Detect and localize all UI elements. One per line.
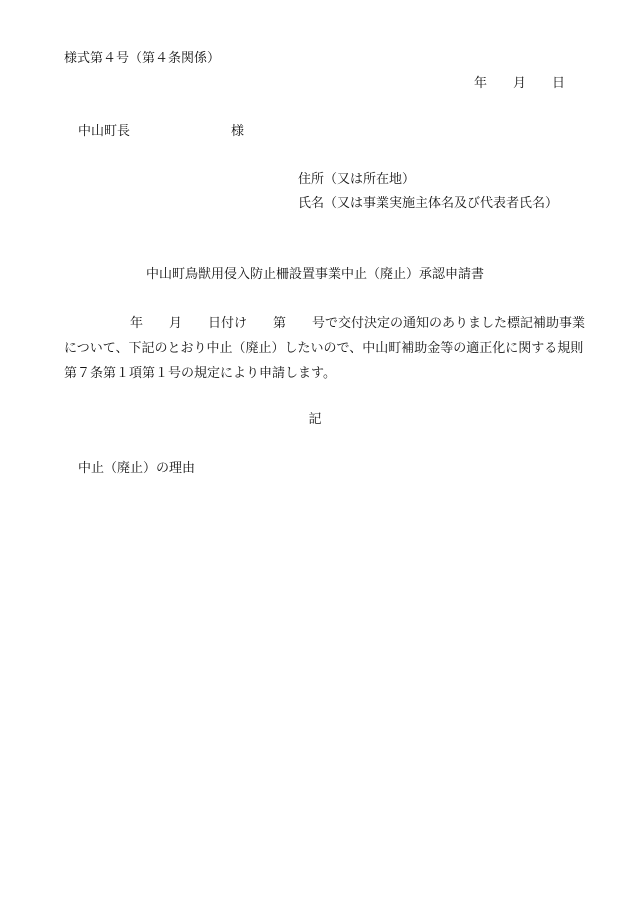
date-line: 年 月 日	[474, 76, 566, 91]
body-text-line: について、下記のとおり中止（廃止）したいので、中山町補助金等の適正化に関する規則	[64, 341, 584, 356]
ki-marker: 記	[308, 412, 322, 427]
addressee-name: 中山町長	[78, 124, 131, 139]
body-text-line: 年 月 日付け 第 号で交付決定の通知のありました標記補助事業	[130, 316, 586, 331]
addressee-honorific: 様	[231, 124, 245, 139]
document-title: 中山町鳥獣用侵入防止柵設置事業中止（廃止）承認申請書	[145, 267, 484, 282]
body-text-line: 第７条第１項第１号の規定により申請します。	[64, 366, 336, 381]
applicant-address-label: 住所（又は所在地）	[298, 172, 416, 187]
form-number: 様式第４号（第４条関係）	[64, 51, 221, 66]
reason-label: 中止（廃止）の理由	[78, 461, 196, 476]
applicant-name-label: 氏名（又は事業実施主体名及び代表者氏名）	[298, 196, 559, 211]
